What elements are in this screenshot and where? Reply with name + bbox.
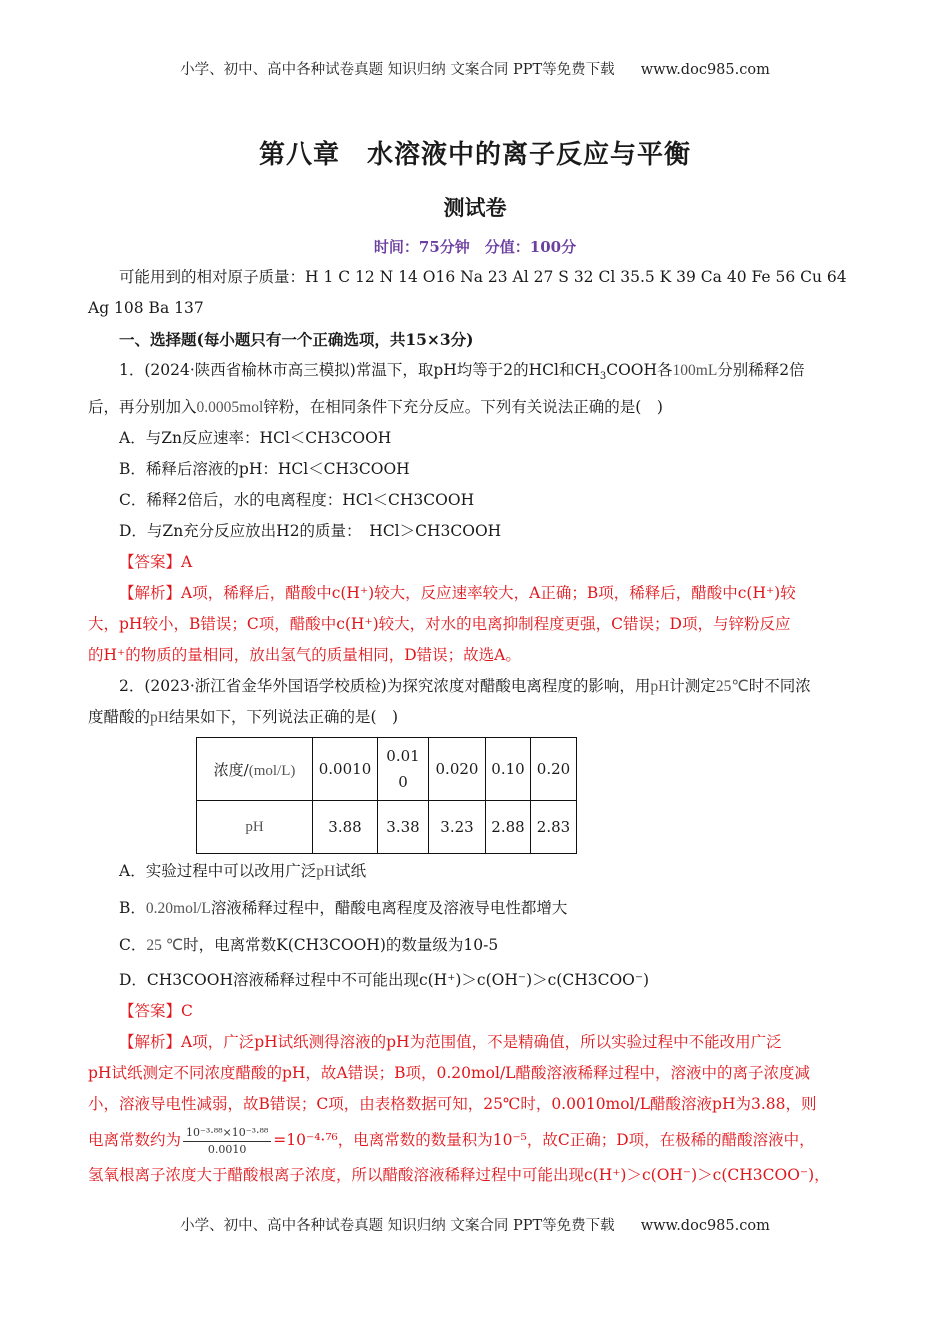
- table-cell: 0.0010: [313, 738, 378, 801]
- question-1-line2: 后，再分别加入0.0005mol锌粉，在相同条件下充分反应。下列有关说法正确的是( ): [88, 398, 663, 417]
- question-1-line1: 1．(2024·陕西省榆林市高三模拟)常温下，取pH均等于2的HCl和$CH_3COOH$各100mL分别稀释2倍: [119, 361, 805, 383]
- q1-explanation-1: 【解析】A项，稀释后，醋酸中c(H⁺)较大，反应速率较大，A正确；B项，稀释后，醋酸中c(H⁺)较: [119, 584, 796, 603]
- q2-explanation-3: 小，溶液导电性减弱，故B错误；C项，由表格数据可知，25℃时，0.0010mol/L醋酸溶液pH为3.88，则: [88, 1095, 817, 1113]
- q2-explanation-4: 电离常数约为 $\frac{\text{10⁻³·⁸⁸×10⁻³·⁸⁸}}{0.0010}$ =10⁻⁴·⁷⁶，电离常数的数量积为10⁻⁵，故C正确；D项，在极稀的醋酸溶液中，: [88, 1125, 815, 1156]
- q2-option-c: C．25 ℃时，电离常数K(CH3COOH)的数量级为10-5: [119, 936, 499, 954]
- atomic-mass-line1: 可能用到的相对原子质量：H 1 C 12 N 14 O16 Na 23 Al 27 S 32 Cl 35.5 K 39 Ca 40 Fe 56 Cu 64: [119, 268, 847, 286]
- concentration-ph-table: [196, 737, 577, 854]
- q2-answer: 【答案】C: [119, 1002, 193, 1020]
- q2-explanation-1: 【解析】A项，广泛pH试纸测得溶液的pH为范围值，不是精确值，所以实验过程中不能改用广泛: [119, 1033, 782, 1051]
- table-header-concentration: 浓度/(mol/L): [197, 738, 313, 801]
- table-header-ph: pH: [197, 801, 313, 854]
- q1-explanation-3: 的H⁺的物质的量相同，放出氢气的质量相同，D错误；故选A。: [88, 646, 521, 665]
- table-cell: 3.38: [378, 801, 429, 854]
- q2-explanation-2: pH试纸测定不同浓度醋酸的pH，故A错误；B项，0.20mol/L醋酸溶液稀释过程中，溶液中的离子浓度减: [88, 1064, 810, 1082]
- q2-option-d: D．CH3COOH溶液稀释过程中不可能出现c(H⁺)＞c(OH⁻)＞c(CH3COO⁻): [119, 971, 650, 989]
- table-cell: 3.88: [313, 801, 378, 854]
- q1-explanation-2: 大，pH较小，B错误；C项，醋酸中c(H⁺)较大，对水的电离抑制程度更强，C错误；D项，与锌粉反应: [88, 615, 791, 634]
- q2-explanation-5: 氢氧根离子浓度大于醋酸根离子浓度，所以醋酸溶液稀释过程中可能出现c(H⁺)＞c(OH⁻)＞c(CH3COO⁻)，: [88, 1166, 830, 1184]
- mol-value: 0.0005mol: [196, 399, 264, 417]
- exam-meta: 时间：75分钟 分值：100分: [373, 238, 577, 256]
- q2-option-b: B．0.20mol/L溶液稀释过程中，醋酸电离程度及溶液导电性都增大: [119, 899, 568, 917]
- section-heading: 一、选择题(每小题只有一个正确选项，共15×3分): [119, 330, 474, 349]
- question-2-line2: 度醋酸的pH结果如下，下列说法正确的是( ): [88, 708, 399, 727]
- table-row: [197, 738, 577, 801]
- table-cell: 0.01 0: [378, 738, 429, 801]
- table-cell: 2.88: [486, 801, 531, 854]
- footer-url[interactable]: www.doc985.com: [640, 1218, 770, 1234]
- content-body: [88, 262, 864, 733]
- footer-text: 小学、初中、高中各种试卷真题 知识归纳 文案合同 PPT等免费下载: [180, 1218, 615, 1234]
- page-footer: [0, 1214, 950, 1235]
- table-cell: 3.23: [429, 801, 486, 854]
- q2-option-a: A．实验过程中可以改用广泛pH试纸: [119, 862, 367, 880]
- fraction: $\frac{\text{10⁻³·⁸⁸×10⁻³·⁸⁸}}{0.0010}$: [183, 1125, 271, 1158]
- question-2-line1: 2．(2023·浙江省金华外国语学校质检)为探究浓度对醋酸电离程度的影响，用pH计测定25℃时不同浓: [119, 677, 811, 696]
- table-cell: 2.83: [531, 801, 577, 854]
- table-cell: 0.10: [486, 738, 531, 801]
- atomic-mass-line2: Ag 108 Ba 137: [88, 299, 204, 317]
- subtitle: 测试卷: [443, 196, 507, 220]
- table-cell: 0.020: [429, 738, 486, 801]
- q1-option-b: B．稀释后溶液的pH：HCl＜CH3COOH: [119, 460, 410, 479]
- table-cell: 0.20: [531, 738, 577, 801]
- q1-option-c: C．稀释2倍后，水的电离程度：HCl＜CH3COOH: [119, 491, 475, 510]
- q1-option-d: D．与Zn充分反应放出H2的质量： HCl＞CH3COOH: [119, 522, 502, 541]
- page-header: [0, 58, 950, 79]
- header-url[interactable]: www.doc985.com: [640, 62, 770, 78]
- chapter-title: 第八章 水溶液中的离子反应与平衡: [258, 140, 691, 170]
- q1-answer: 【答案】A: [119, 553, 193, 572]
- q1-option-a: A．与Zn反应速率：HCl＜CH3COOH: [119, 429, 392, 448]
- content-body-2: [88, 856, 864, 1191]
- volume-value: 100mL: [672, 362, 718, 379]
- table-row: [197, 801, 577, 854]
- header-text: 小学、初中、高中各种试卷真题 知识归纳 文案合同 PPT等免费下载: [180, 62, 615, 78]
